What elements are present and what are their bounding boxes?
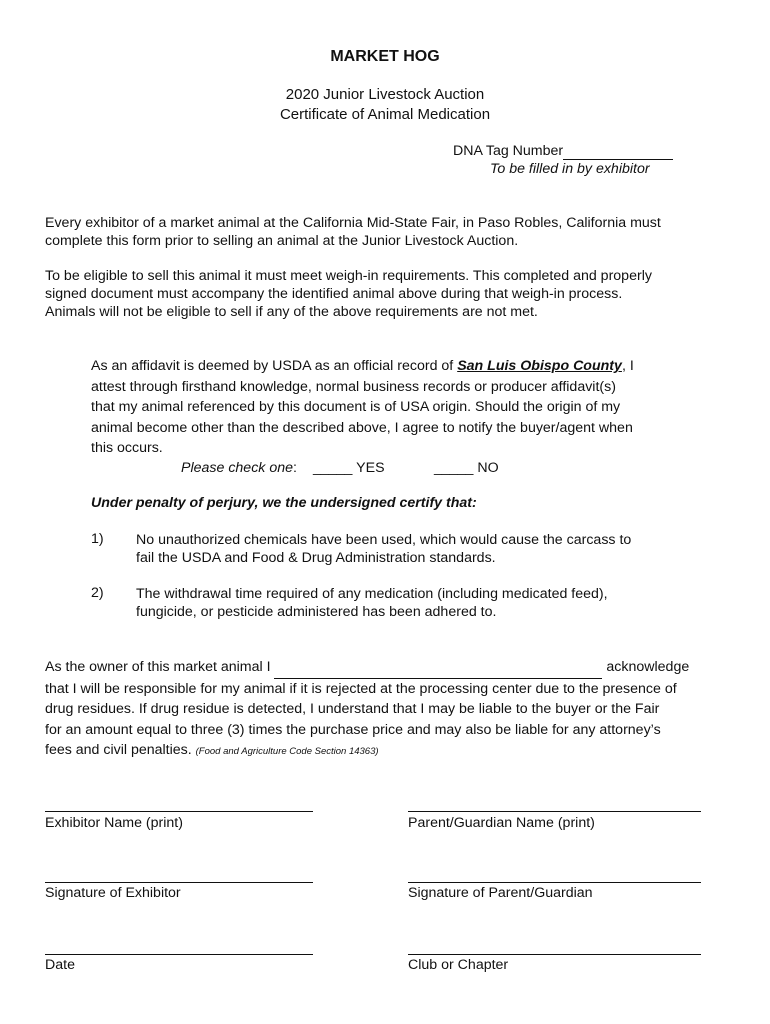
club-chapter-label: Club or Chapter xyxy=(408,957,509,973)
check-one-label: Please check one xyxy=(181,460,293,476)
exhibitor-signature-line[interactable] xyxy=(45,882,313,883)
no-label: NO xyxy=(477,460,499,476)
intro-paragraph-1 xyxy=(45,214,661,250)
yes-option[interactable] xyxy=(313,460,385,476)
no-blank[interactable]: _____ xyxy=(434,460,474,476)
intro-p2-line2: signed document must accompany the identified animal above during that weigh-in process. xyxy=(45,286,623,302)
owner-line3: drug residues. If drug residue is detected, I understand that I may be liable to the buyer or the Fair xyxy=(45,701,660,718)
parent-signature-line[interactable] xyxy=(408,882,701,883)
dna-tag-label: DNA Tag Number xyxy=(453,143,564,159)
date-label: Date xyxy=(45,957,75,973)
affidavit-line4: animal become other than the described above, I agree to notify the buyer/agent when xyxy=(91,419,633,436)
affidavit-line1: As an affidavit is deemed by USDA as an official record of San Luis Obispo County, I xyxy=(91,358,634,374)
intro-paragraph-2 xyxy=(45,267,652,321)
parent-name-line[interactable] xyxy=(408,811,701,812)
dna-tag-note: To be filled in by exhibitor xyxy=(490,161,650,177)
item-1-number: 1) xyxy=(91,531,104,547)
affidavit-line2: attest through firsthand knowledge, normal business records or producer affidavit(s) xyxy=(91,378,616,395)
owner-line2: that I will be responsible for my animal if it is rejected at the processing center due to the presence of xyxy=(45,680,677,697)
date-line[interactable] xyxy=(45,954,313,955)
owner-paragraph xyxy=(45,657,735,763)
intro-p1-line1: Every exhibitor of a market animal at the California Mid-State Fair, in Paso Robles, California must xyxy=(45,215,661,231)
document-title: MARKET HOG xyxy=(330,48,440,65)
intro-p2-line3: Animals will not be eligible to sell if any of the above requirements are not met. xyxy=(45,304,538,320)
parent-name-label: Parent/Guardian Name (print) xyxy=(408,815,595,831)
affidavit-line5: this occurs. xyxy=(91,440,163,457)
affidavit-line3: that my animal referenced by this document is of USA origin. Should the origin of my xyxy=(91,399,621,416)
perjury-statement: Under penalty of perjury, we the undersigned certify that: xyxy=(91,495,477,511)
code-reference: (Food and Agriculture Code Section 14363) xyxy=(195,746,379,758)
owner-name-field[interactable] xyxy=(274,657,602,679)
affidavit-paragraph xyxy=(91,356,634,459)
auction-subtitle: 2020 Junior Livestock Auction xyxy=(285,86,485,103)
dna-tag-field[interactable] xyxy=(563,143,673,160)
exhibitor-name-line[interactable] xyxy=(45,811,313,812)
owner-line1: As the owner of this market animal I acknowledge xyxy=(45,657,735,679)
item-1-text: No unauthorized chemicals have been used, which would cause the carcass to fail the USDA and Food & Drug Administration standards. xyxy=(136,532,632,566)
check-one-row: Please check one: xyxy=(181,460,297,476)
owner-line4: for an amount equal to three (3) times the purchase price and may also be liable for any attorney’s xyxy=(45,721,661,738)
owner-line5: fees and civil penalties. (Food and Agriculture Code Section 14363) xyxy=(45,742,379,759)
intro-p1-line2: complete this form prior to selling an animal at the Junior Livestock Auction. xyxy=(45,233,519,249)
yes-blank[interactable]: _____ xyxy=(313,460,353,476)
item-2-number: 2) xyxy=(91,585,104,601)
dna-tag-row xyxy=(453,143,673,160)
county-name: San Luis Obispo County xyxy=(457,358,622,374)
certificate-subtitle: Certificate of Animal Medication xyxy=(279,106,491,123)
yes-label: YES xyxy=(356,460,385,476)
item-2-text: The withdrawal time required of any medication (including medicated feed), fungicide, or pesticide administered has been adhered to. xyxy=(136,586,608,620)
no-option[interactable] xyxy=(434,460,499,476)
club-chapter-line[interactable] xyxy=(408,954,701,955)
exhibitor-signature-label: Signature of Exhibitor xyxy=(45,885,181,901)
parent-signature-label: Signature of Parent/Guardian xyxy=(408,885,593,901)
exhibitor-name-label: Exhibitor Name (print) xyxy=(45,815,183,831)
intro-p2-line1: To be eligible to sell this animal it must meet weigh-in requirements. This completed and properly xyxy=(45,268,652,284)
